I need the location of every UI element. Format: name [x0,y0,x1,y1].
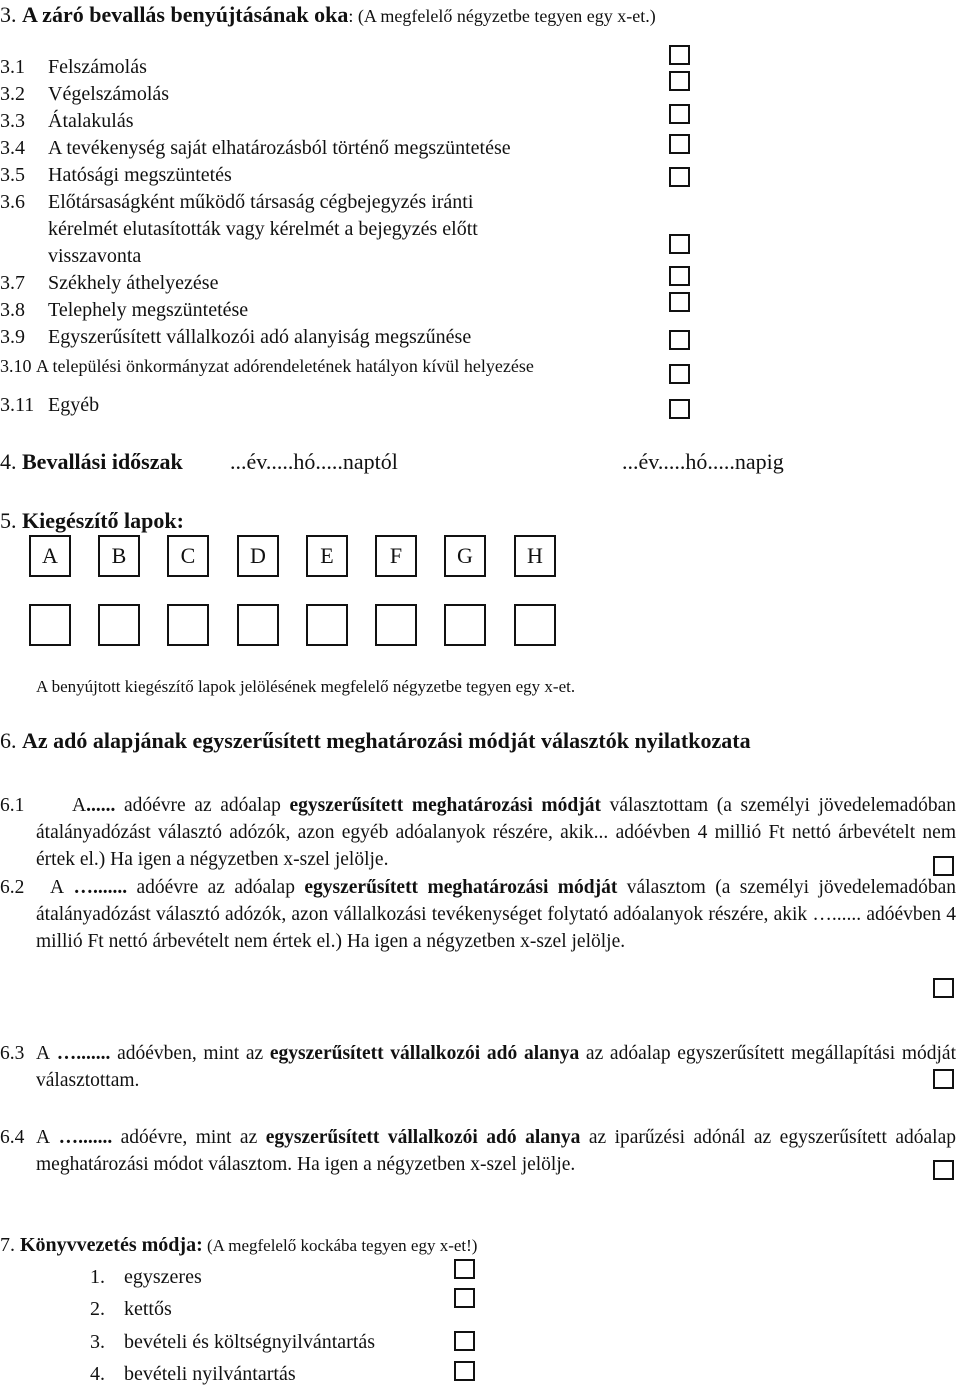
supplement-checkbox-g[interactable] [444,604,486,646]
item-label: Átalakulás [48,110,134,132]
item-number: 3.8 [0,299,25,321]
paragraph-number: 6.2 [0,877,25,898]
checkbox-7-3[interactable] [454,1331,475,1351]
item-label: bevételi nyilvántartás [124,1363,296,1385]
para-bold: egyszerűsített vállalkozói adó alanya [265,1127,581,1148]
section-title: Könyvvezetés módja: [20,1234,203,1256]
supplement-checkbox-f[interactable] [375,604,417,646]
checkbox-7-4[interactable] [454,1361,475,1381]
checkbox-6-1[interactable] [933,856,954,876]
checkbox-3-3[interactable] [669,104,690,124]
supplement-checkbox-d[interactable] [237,604,279,646]
year-field[interactable]: ...... [86,795,124,816]
para-text: adóévre az adóalap [136,877,305,898]
item-label-line3: visszavonta [48,245,142,267]
supplement-checkbox-h[interactable] [514,604,556,646]
checkbox-3-5[interactable] [669,167,690,187]
item-label: egyszeres [124,1266,202,1288]
checkbox-3-2[interactable] [669,71,690,91]
supplement-checkbox-b[interactable] [98,604,140,646]
letter-cell: G [444,535,486,577]
item-number: 3.2 [0,83,25,105]
section-number: 7. [0,1234,15,1256]
letter-cell: A [29,535,71,577]
section-title: Az adó alapjának egyszerűsített meghatározási módját választók nyilatkozata [22,728,751,753]
item-number: 3.9 [0,326,25,348]
letter-cell: B [98,535,140,577]
year-field[interactable]: …....... [50,1043,118,1064]
year-field[interactable]: …....... [50,1127,121,1148]
para-text: választom (a személyi jövedelemadóban átalányadózást választó adózók, azon vállalkozási tevékenységet folytató adóalanyok részére, akik …...... adóévben 4 millió Ft nettó árbevételt nem értek el.) Ha igen a négyzetben x-szel jelölje. [36,877,956,952]
para-text: az iparűzési adónál az egyszerűsített adóalap meghatározási módot választom. Ha igen a négyzetben x-szel jelölje. [36,1127,956,1175]
para-text: választottam (a személyi jövedelemadóban átalányadózást választó adózók, azon egyéb adóalanyok részére, akik... adóévben 4 millió Ft nettó árbevételt nem értek el.) Ha igen a négyzetben x-szel jelölje. [36,795,957,870]
item-label: Egyszerűsített vállalkozói adó alanyiság megszűnése [48,326,472,348]
item-label: Felszámolás [48,56,147,78]
item-label: kettős [124,1298,172,1320]
checkbox-3-4[interactable] [669,134,690,154]
section-number: 3. [0,2,17,27]
para-a: A [72,795,87,816]
item-number: 3.1 [0,56,25,78]
para-a: A [50,877,65,898]
item-label: Előtársaságként működő társaság cégbejegyzés iránti [48,191,474,213]
declaration-6-4 [36,1124,956,1178]
item-number: 3.3 [0,110,25,132]
declaration-6-3 [36,1040,956,1094]
checkbox-3-7[interactable] [669,266,690,286]
section-number: 4. [0,449,17,474]
supplement-note: A benyújtott kiegészítő lapok jelölésének megfelelő négyzetbe tegyen egy x-et. [36,677,576,696]
section-number: 6. [0,728,17,753]
section-title: Bevallási időszak [22,449,183,474]
para-bold: egyszerűsített meghatározási módját [304,877,618,898]
letter-cell: H [514,535,556,577]
declaration-6-2 [36,874,956,955]
item-label: Egyéb [48,394,100,416]
checkbox-7-1[interactable] [454,1259,475,1279]
item-number: 1. [90,1266,105,1288]
section-3-heading [0,2,656,28]
checkbox-3-9[interactable] [669,330,690,350]
checkbox-3-1[interactable] [669,45,690,65]
item-label: A tevékenység saját elhatározásból történő megszüntetése [48,137,511,159]
item-number: 3.4 [0,137,25,159]
period-from-field[interactable]: ...év.....hó.....naptól [230,449,398,474]
year-field[interactable]: …....... [64,877,137,898]
supplement-checkbox-a[interactable] [29,604,71,646]
checkbox-6-3[interactable] [933,1069,954,1089]
checkbox-3-11[interactable] [669,399,690,419]
period-to-field[interactable]: ...év.....hó.....napig [622,449,784,474]
declaration-6-1 [36,792,956,873]
paragraph-number: 6.3 [0,1043,25,1064]
item-label-line2: kérelmét elutasították vagy kérelmét a bejegyzés előtt [48,218,478,240]
item-number: 3.11 [0,394,35,416]
item-number: 3.10 [0,356,32,376]
section-7-heading [0,1232,477,1259]
item-number: 2. [90,1298,105,1320]
section-title: Kiegészítő lapok: [22,508,184,533]
checkbox-6-4[interactable] [933,1160,954,1180]
para-bold: egyszerűsített vállalkozói adó alanya [269,1043,580,1064]
item-number: 3.7 [0,272,25,294]
letter-cell: E [306,535,348,577]
section-note: : (A megfelelő négyzetbe tegyen egy x-et.) [348,6,656,26]
checkbox-3-8[interactable] [669,292,690,312]
checkbox-7-2[interactable] [454,1288,475,1308]
para-text: adóévre, mint az [120,1127,266,1148]
paragraph-number: 6.1 [0,795,25,816]
item-label: Hatósági megszüntetés [48,164,232,186]
para-text: az adóalap egyszerűsített megállapítási módját választottam. [36,1043,957,1091]
para-a: A [36,1043,51,1064]
item-label: bevételi és költségnyilvántartás [124,1331,376,1353]
para-a: A [36,1127,51,1148]
section-5-heading [0,508,184,534]
para-bold: egyszerűsített meghatározási módját [289,795,601,816]
item-number: 3.6 [0,191,25,213]
section-note: (A megfelelő kockába tegyen egy x-et!) [202,1236,478,1255]
letter-cell: F [375,535,417,577]
item-label: A települési önkormányzat adórendeletének hatályon kívül helyezése [36,356,534,376]
para-text: adóévre az adóalap [123,795,290,816]
section-4-heading [0,449,183,475]
section-number: 5. [0,508,17,533]
section-title: A záró bevallás benyújtásának oka [22,2,349,27]
section-6-heading [0,728,751,754]
item-number: 3. [90,1331,105,1353]
letter-cell: C [167,535,209,577]
item-label: Székhely áthelyezése [48,272,219,294]
paragraph-number: 6.4 [0,1127,25,1148]
checkbox-3-10[interactable] [669,364,690,384]
item-label: Telephely megszüntetése [48,299,249,321]
supplement-checkbox-c[interactable] [167,604,209,646]
checkbox-6-2[interactable] [933,978,954,998]
para-text: adóévben, mint az [117,1043,270,1064]
letter-cell: D [237,535,279,577]
item-label: Végelszámolás [48,83,170,105]
supplement-checkbox-e[interactable] [306,604,348,646]
item-number: 4. [90,1363,105,1385]
checkbox-3-6[interactable] [669,234,690,254]
item-number: 3.5 [0,164,25,186]
